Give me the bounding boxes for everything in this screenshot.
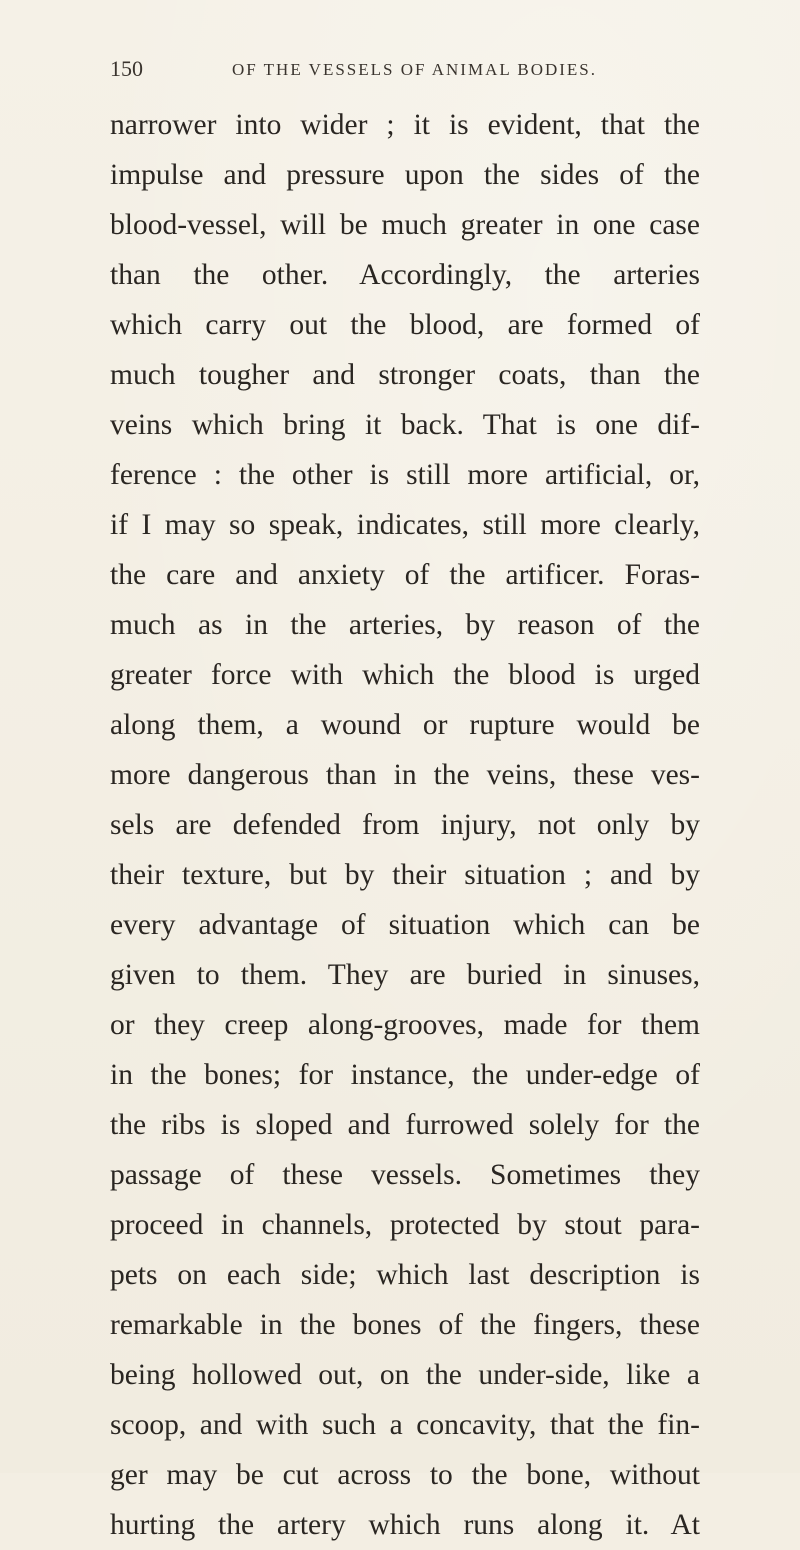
- running-head-title: OF THE VESSELS OF ANIMAL BODIES.: [232, 60, 598, 79]
- text-line: their texture, but by their situation ; and by: [110, 859, 700, 891]
- text-line: narrower into wider ; it is evident, that the: [110, 109, 700, 141]
- text-line: ference : the other is still more artificial, or,: [110, 459, 700, 491]
- text-line: which carry out the blood, are formed of: [110, 309, 700, 341]
- text-line: the ribs is sloped and furrowed solely for the: [110, 1109, 700, 1141]
- text-line: remarkable in the bones of the fingers, these: [110, 1309, 700, 1341]
- text-line: much tougher and stronger coats, than the: [110, 359, 700, 391]
- text-line: greater force with which the blood is urged: [110, 659, 700, 691]
- text-line: than the other. Accordingly, the arteries: [110, 259, 700, 291]
- text-line: along them, a wound or rupture would be: [110, 709, 700, 741]
- text-line: sels are defended from injury, not only by: [110, 809, 700, 841]
- text-line: scoop, and with such a concavity, that the fin-: [110, 1409, 700, 1441]
- text-line: every advantage of situation which can be: [110, 909, 700, 941]
- page-number: 150: [110, 56, 143, 81]
- text-line: more dangerous than in the veins, these ves-: [110, 759, 700, 791]
- text-line: in the bones; for instance, the under-edge of: [110, 1059, 700, 1091]
- body-text: [110, 100, 700, 1550]
- text-line: given to them. They are buried in sinuses,: [110, 959, 700, 991]
- text-line: or they creep along-grooves, made for them: [110, 1009, 700, 1041]
- text-line: the care and anxiety of the artificer. Foras-: [110, 559, 700, 591]
- text-line: veins which bring it back. That is one dif-: [110, 409, 700, 441]
- text-line: proceed in channels, protected by stout para-: [110, 1209, 700, 1241]
- text-line: blood-vessel, will be much greater in one case: [110, 209, 700, 241]
- text-line: being hollowed out, on the under-side, like a: [110, 1359, 700, 1391]
- text-line: impulse and pressure upon the sides of the: [110, 159, 700, 191]
- text-line: pets on each side; which last description is: [110, 1259, 700, 1291]
- text-line: hurting the artery which runs along it. At: [110, 1509, 700, 1541]
- running-head: [110, 56, 710, 90]
- text-line: much as in the arteries, by reason of the: [110, 609, 700, 641]
- text-line: if I may so speak, indicates, still more clearly,: [110, 509, 700, 541]
- text-line: ger may be cut across to the bone, without: [110, 1459, 700, 1491]
- text-line: passage of these vessels. Sometimes they: [110, 1159, 700, 1191]
